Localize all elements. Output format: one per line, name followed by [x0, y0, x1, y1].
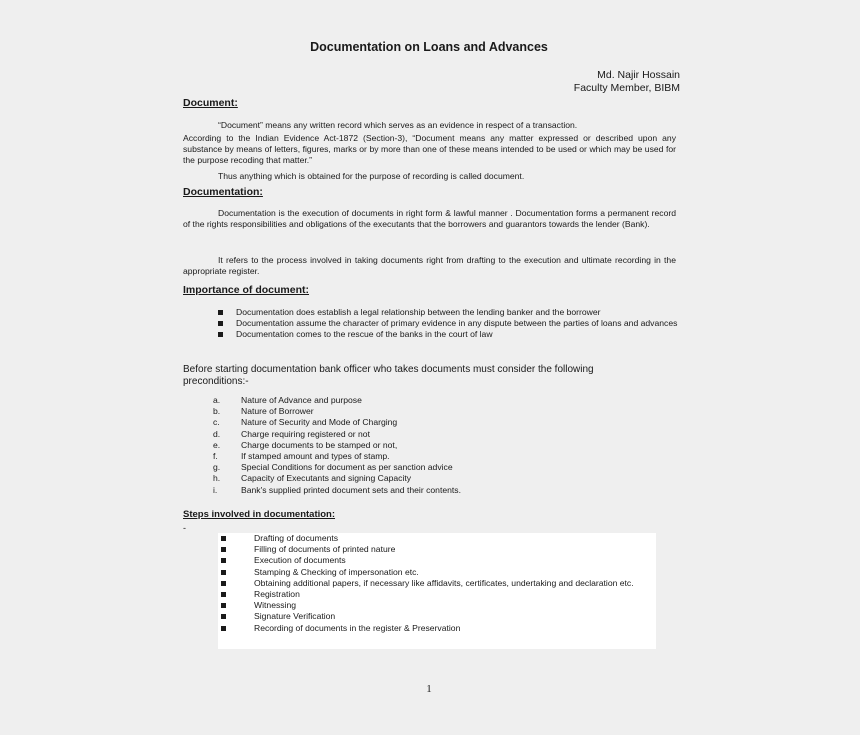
- list-item: Witnessing: [221, 600, 654, 611]
- list-item: a. Nature of Advance and purpose: [213, 395, 362, 405]
- list-item: g. Special Conditions for document as per sanction advice: [213, 462, 453, 473]
- list-item: i. Bank's supplied printed document sets and their contents.: [213, 484, 461, 495]
- list-item: Documentation does establish a legal relationship between the lending banker and the borrower: [218, 307, 678, 318]
- list-item: f. If stamped amount and types of stamp.: [213, 451, 390, 462]
- importance-list: [218, 307, 678, 341]
- steps-dash: -: [183, 523, 186, 533]
- preconditions-intro: Before starting documentation bank officer who takes documents must consider the following preconditions:-: [183, 364, 594, 387]
- list-item: Recording of documents in the register & Preservation: [221, 623, 654, 634]
- documentation-para-1: Documentation is the execution of documents in right form & lawful manner . Documentation forms a permanent record of the rights responsibilities and obligations of the executants that the borrowers and guarantors towards the lender (Bank).: [183, 208, 676, 230]
- steps-list: [221, 533, 654, 634]
- document-para-3: Thus anything which is obtained for the purpose of recording is called document.: [218, 171, 525, 181]
- document-page: [178, 30, 680, 710]
- importance-heading: Importance of document:: [183, 284, 310, 296]
- documentation-heading: Documentation:: [183, 186, 263, 198]
- document-heading: Document:: [183, 97, 238, 109]
- documentation-para-2: It refers to the process involved in taking documents right from drafting to the execution and ultimate recording in the appropriate register.: [183, 255, 676, 277]
- document-para-2: According to the Indian Evidence Act-1872 (Section-3), “Document means any matter expressed or described upon any substance by means of letters, figures, marks or by more than one of these means intended to be used or which may be used for the purpose recoding that matter.”: [183, 133, 676, 166]
- list-item: Obtaining additional papers, if necessary like affidavits, certificates, undertaking and declaration etc.: [221, 578, 654, 589]
- author-block: [574, 69, 680, 95]
- list-item: b. Nature of Borrower: [213, 406, 314, 417]
- list-item: Drafting of documents: [221, 533, 654, 544]
- author-role: Faculty Member, BIBM: [573, 82, 680, 94]
- page-number: 1: [426, 683, 432, 695]
- page-title: Documentation on Loans and Advances: [310, 40, 548, 54]
- steps-heading: Steps involved in documentation:: [183, 509, 336, 520]
- list-item: Registration: [221, 589, 654, 600]
- list-item: Signature Verification: [221, 611, 654, 622]
- list-item: Documentation comes to the rescue of the banks in the court of law: [218, 329, 678, 340]
- list-item: Stamping & Checking of impersonation etc.: [221, 567, 654, 578]
- preconditions-list: [213, 395, 613, 496]
- document-para-1: “Document” means any written record which serves as an evidence in respect of a transaction.: [218, 120, 578, 130]
- list-item: d. Charge requiring registered or not: [213, 428, 370, 439]
- author-name: Md. Najir Hossain: [597, 69, 680, 81]
- list-item: Filling of documents of printed nature: [221, 544, 654, 555]
- list-item: c. Nature of Security and Mode of Charging: [213, 417, 398, 428]
- list-item: e. Charge documents to be stamped or not,: [213, 439, 398, 450]
- list-item: h. Capacity of Executants and signing Capacity: [213, 473, 412, 484]
- list-item: Documentation assume the character of primary evidence in any dispute between the parties of loans and advances: [218, 318, 678, 329]
- list-item: Execution of documents: [221, 555, 654, 566]
